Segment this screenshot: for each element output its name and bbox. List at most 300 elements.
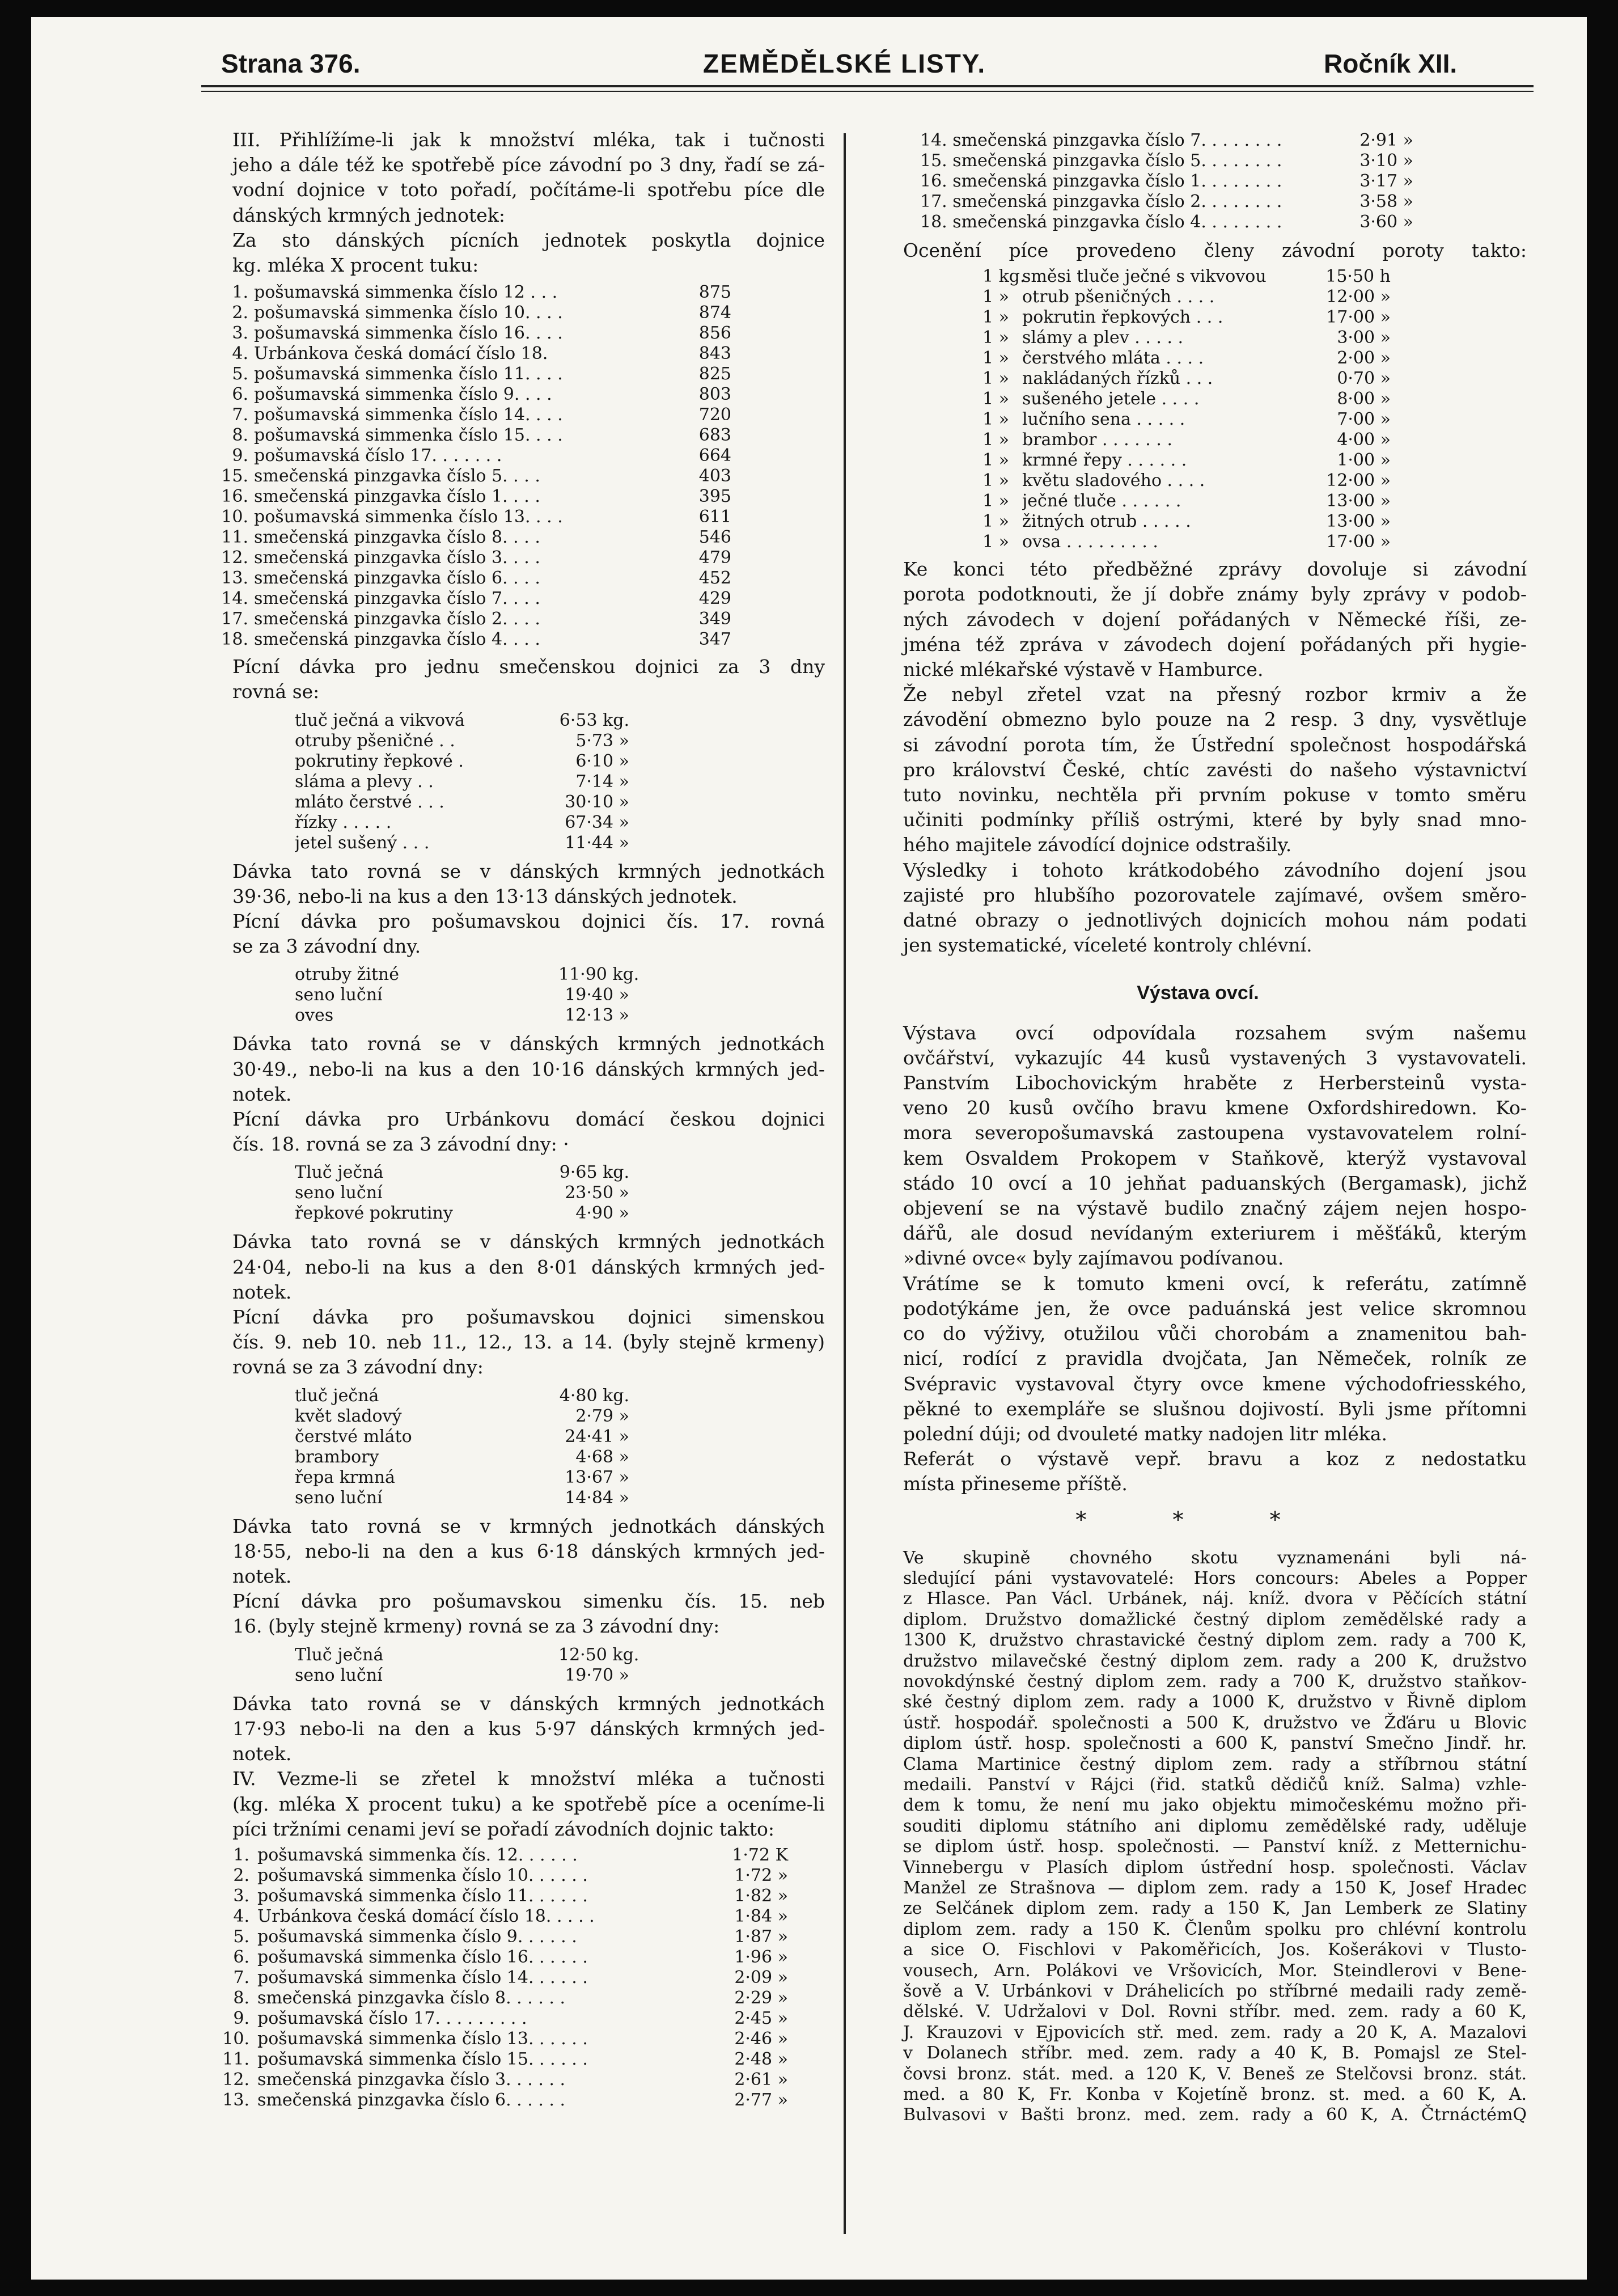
table-row: [295, 1183, 629, 1203]
text-line: III. Přihlížíme-li jak k množství mléka, tak i tučnosti: [232, 129, 825, 151]
text-line: Manžel ze Strašnova — diplom zem. rady a 150 K, Josef Hradec: [903, 1878, 1527, 1898]
table-row: [221, 1866, 788, 1886]
row-value: 1·87 »: [734, 1926, 788, 1947]
text-line: 16. (byly stejně krmeny) rovná se za 3 závodní dny:: [232, 1615, 720, 1638]
text-line: 24·04, nebo-li na kus a den 8·01 dánských krmných jed-: [232, 1255, 825, 1278]
text-line: Pícní dávka pro Urbánkovu domácí českou dojnici: [232, 1108, 825, 1131]
row-label: pošumavská simmenka číslo 9. . . . . .: [257, 1926, 577, 1947]
row-quantity: 1 »: [982, 511, 1009, 532]
table-row: [221, 527, 731, 548]
row-quantity: 1 »: [982, 307, 1009, 328]
row-label: tluč ječná a vikvová: [295, 710, 465, 730]
row-label: smečenská pinzgavka číslo 8. . . . . .: [257, 1988, 566, 2008]
feed-table-smecenska: [295, 711, 629, 853]
row-value: 12·00 »: [1326, 287, 1391, 307]
text-line: se za 3 závodní dny.: [232, 935, 421, 958]
paragraph-vysledky: [869, 858, 1527, 958]
table-row: [221, 487, 731, 507]
text-line: učiniti podmínky příliš ostrými, které by byly snad mno-: [903, 809, 1527, 831]
row-value: 843: [698, 344, 731, 364]
row-value: 19·70 »: [565, 1665, 629, 1685]
row-number: 4.: [233, 1906, 249, 1926]
row-number: 9.: [232, 446, 248, 466]
row-value: 14·84 »: [565, 1487, 629, 1508]
table-row: [221, 384, 731, 405]
table-row: [221, 609, 731, 629]
table-row: [295, 965, 639, 985]
row-label: otruby pšeničné . .: [295, 730, 455, 751]
table-row: [982, 430, 1391, 450]
table-row: [982, 471, 1391, 491]
right-column: [869, 130, 1527, 2126]
text-line: Dávka tato rovná se v dánských krmných jednotkách: [232, 1692, 825, 1715]
row-label: brambor . . . . . . .: [1022, 430, 1172, 450]
table-row: [920, 192, 1413, 212]
table-row: [221, 2090, 788, 2111]
price-table: [982, 267, 1391, 552]
row-label: pošumavská simmenka číslo 9. . . .: [254, 384, 552, 405]
row-value: 8·00 »: [1337, 389, 1391, 409]
row-value: 23·50 »: [565, 1183, 629, 1203]
table-row: [982, 328, 1391, 348]
row-number: 3.: [232, 323, 248, 344]
table-row: [982, 511, 1391, 532]
text-line: notek.: [232, 1280, 292, 1303]
paragraph-posumavska-17: [198, 909, 825, 959]
text-line: objevení se na výstavě budilo značný zájem nejen hospo-: [903, 1197, 1527, 1220]
text-line: Clama Martinice čestný diplom zem. rady a stříbrnou státní: [903, 1754, 1527, 1774]
feed-table-simenka-15: [295, 1644, 639, 1686]
row-value: 825: [698, 364, 731, 384]
row-label: seno luční: [295, 1665, 383, 1685]
row-label: pošumavská číslo 17. . . . . . .: [254, 446, 502, 466]
text-line: medaili. Panství v Rájci (řid. statků dědičů kníž. Salma) vzhle-: [903, 1774, 1527, 1795]
row-number: 5.: [233, 1926, 249, 1947]
table-row: [920, 151, 1413, 171]
row-value: 5·73 »: [575, 730, 629, 751]
text-line: notek.: [232, 1565, 292, 1588]
table-row: [295, 1644, 639, 1665]
row-label: pošumavská simmenka číslo 11. . . . . .: [257, 1885, 588, 1906]
text-line: 18·55, nebo-li na den a kus 6·18 dánských krmných jed-: [232, 1540, 825, 1562]
text-line: Ve skupině chovného skotu vyznamenáni byli ná-: [903, 1547, 1527, 1568]
header-rule: [201, 85, 1534, 87]
feed-table-simenska: [295, 1386, 629, 1508]
table-row: [221, 1927, 788, 1947]
row-label: pokrutin řepkových . . .: [1022, 307, 1223, 328]
text-line: sledující páni vystavovatelé: Hors concours: Abeles a Popper: [903, 1568, 1527, 1588]
text-line: (kg. mléka X procent tuku) a ke spotřebě píce a oceníme-li: [232, 1792, 825, 1815]
text-line: jeho a dále též ke spotřebě píce závodní po 3 dny, řadí se zá-: [232, 154, 825, 176]
row-number: 6.: [233, 1947, 249, 1967]
row-value: 3·58 »: [1359, 192, 1413, 212]
text-line: souditi diplomu státního ani diplomu zemědělské rady, uděluje: [903, 1816, 1527, 1836]
row-number: 2.: [232, 303, 248, 323]
row-label: smečenská pinzgavka číslo 5. . . .: [254, 466, 540, 487]
row-value: 1·82 »: [734, 1885, 788, 1906]
text-line: pěkné to exempláře se slušnou dojivostí. Byli jsme přítomni: [903, 1397, 1527, 1420]
row-value: 1·84 »: [734, 1906, 788, 1926]
row-value: 803: [698, 384, 731, 405]
row-value: 2·09 »: [734, 1967, 788, 1988]
text-line: Výsledky i tohoto krátkodobého závodního dojení jsou: [903, 859, 1527, 881]
text-line: novokdýnské čestný diplom zem. rady a 700 K, družstvo staňkov-: [903, 1671, 1527, 1692]
table-row: [221, 425, 731, 446]
text-line: Dávka tato rovná se v dánských krmných jednotkách: [232, 1033, 825, 1055]
row-value: 1·96 »: [734, 1947, 788, 1967]
row-label: pošumavská číslo 17. . . . . . . . .: [257, 2008, 527, 2028]
feed-table-urbankova: [295, 1162, 629, 1224]
text-line: čís. 18. rovná se za 3 závodní dny: ·: [232, 1133, 569, 1156]
row-label: čerstvého mláta . . . .: [1022, 348, 1204, 369]
table-row: [982, 307, 1391, 328]
row-value: 720: [698, 405, 731, 425]
row-number: 6.: [232, 384, 248, 405]
row-label: Urbánkova česká domácí číslo 18. . . . .: [257, 1906, 595, 1926]
row-value: 2·91 »: [1359, 130, 1413, 150]
text-line: Výstava ovcí odpovídala rozsahem svým našemu: [903, 1021, 1527, 1044]
row-label: ječné tluče . . . . . .: [1022, 491, 1181, 511]
row-value: 349: [698, 609, 731, 629]
row-value: 2·46 »: [734, 2028, 788, 2049]
row-value: 13·00 »: [1326, 511, 1391, 532]
row-label: smečenská pinzgavka číslo 8. . . .: [254, 527, 540, 548]
table-row: [295, 1005, 629, 1026]
text-line: diplom ústř. hosp. společnosti a 600 K, panství Smečno Jindř. hr.: [903, 1733, 1527, 1754]
table-row: [221, 1988, 788, 2009]
row-label: čerstvé mláto: [295, 1426, 412, 1447]
text-line: veno 20 kusů ovčího bravu kmene Oxfordshiredown. Ko-: [903, 1097, 1527, 1119]
table-row: [982, 348, 1391, 369]
table-row: [221, 2009, 788, 2029]
row-label: 14. smečenská pinzgavka číslo 7. . . . . . . .: [920, 130, 1282, 150]
ranking-table-cost: [221, 1845, 788, 2111]
row-label: seno luční: [295, 1183, 383, 1203]
row-value: 17·00 »: [1326, 532, 1391, 552]
paragraph-danske-jednotky: [198, 228, 825, 278]
left-column: [198, 128, 825, 2114]
table-row: [221, 323, 731, 344]
row-value: 2·77 »: [734, 2090, 788, 2110]
row-value: 546: [698, 527, 731, 548]
row-label: 17. smečenská pinzgavka číslo 2. . . . . . . .: [920, 192, 1282, 212]
row-label: Tluč ječná: [295, 1162, 384, 1183]
text-line: píci tržními cenami jeví se pořadí závodních dojnic takto:: [232, 1817, 774, 1840]
text-line: Pícní dávka pro pošumavskou dojnici čís. 17. rovná: [232, 910, 825, 933]
text-line: dem k tomu, že není mu jako objektu mimočeskému možno při-: [903, 1795, 1527, 1816]
row-value: 611: [698, 507, 731, 527]
text-line: Dávka tato rovná se v dánských krmných jednotkách: [232, 860, 825, 882]
row-label: smečenská pinzgavka číslo 6. . . . . .: [257, 2090, 566, 2110]
table-row: [295, 711, 629, 731]
text-line: dělské. V. Udržalovi v Dol. Rovni stříbr. med. zem. rady a 60 K,: [903, 2002, 1527, 2022]
table-row: [295, 1162, 629, 1183]
text-line: med. a 80 K, Fr. Konba v Kojetíně bronz. st. med. a 60 K, A.: [903, 2084, 1527, 2105]
row-label: řízky . . . . .: [295, 812, 392, 832]
section-title: Výstava ovcí.: [1137, 982, 1259, 1004]
row-label: smečenská pinzgavka číslo 4. . . .: [254, 629, 540, 650]
row-label: smečenská pinzgavka číslo 1. . . .: [254, 487, 540, 507]
table-row: [295, 731, 629, 751]
paragraph-ke-konci: [869, 557, 1527, 682]
row-value: 0·70 »: [1337, 369, 1391, 389]
row-number: 13.: [221, 568, 248, 589]
table-row: [295, 813, 629, 833]
text-line: IV. Vezme-li se zřetel k množství mléka a tučnosti: [232, 1768, 825, 1790]
table-row: [982, 267, 1391, 287]
table-row: [221, 568, 731, 589]
row-label: smečenská pinzgavka číslo 3. . . . . .: [257, 2069, 566, 2090]
text-line: Referát o výstavě vepř. bravu a koz z nedostatku: [903, 1448, 1527, 1470]
row-value: 2·00 »: [1337, 348, 1391, 369]
row-value: 12·13 »: [565, 1005, 629, 1026]
table-row: [982, 287, 1391, 307]
row-label: smečenská pinzgavka číslo 7. . . .: [254, 589, 540, 609]
text-line: z Hlasce. Pan Václ. Urbánek, náj. kníž. dvora v Pěčících státní: [903, 1589, 1527, 1609]
text-line: čís. 9. neb 10. neb 11., 12., 13. a 14. (byly stejně krmeny): [232, 1331, 825, 1354]
table-row: [221, 282, 731, 303]
row-label: sláma a plevy . .: [295, 771, 434, 792]
row-label: pošumavská simmenka číslo 15. . . .: [254, 425, 563, 446]
text-line: Za sto dánských pícních jednotek poskytla dojnice: [232, 229, 825, 251]
text-line: ovčářství, vykazujíc 44 kusů vystavených 3 vystavovateli.: [903, 1046, 1527, 1069]
table-row: [221, 303, 731, 323]
text-line: závodění obmezno bylo pouze na 2 resp. 3 dny, vysvětluje: [903, 708, 1527, 731]
text-line: mora severopošumavská zastoupena vystavovatelem rolní-: [903, 1122, 1527, 1144]
text-line: Že nebyl zřetel vzat na přesný rozbor krmiv a že: [903, 683, 1527, 706]
row-label: pošumavská simmenka číslo 10. . . . . .: [257, 1865, 588, 1885]
text-line: 30·49., nebo-li na kus a den 10·16 dánských krmných jed-: [232, 1058, 825, 1080]
row-number: 13.: [222, 2090, 249, 2110]
text-line: družstvo milavečské čestný diplom zem. rady a 200 K, družstvo: [903, 1651, 1527, 1671]
table-row: [920, 130, 1413, 151]
row-number: 9.: [233, 2008, 249, 2028]
row-value: 875: [698, 282, 731, 303]
paragraph-referat: [869, 1447, 1527, 1496]
paragraph-davka-1: [198, 859, 825, 909]
row-number: 1.: [233, 1845, 249, 1865]
table-row: [221, 446, 731, 466]
row-value: 1·72 »: [734, 1865, 788, 1885]
row-number: 5.: [232, 364, 248, 384]
table-row: [295, 1447, 629, 1468]
row-label: pošumavská simmenka číslo 11. . . .: [254, 364, 563, 384]
paragraph-oceneni: [869, 238, 1527, 263]
row-label: pokrutiny řepkové .: [295, 751, 464, 771]
row-label: mláto čerstvé . . .: [295, 792, 444, 812]
row-value: 479: [698, 548, 731, 568]
row-label: seno luční: [295, 1487, 383, 1508]
row-label: žitných otrub . . . . .: [1022, 511, 1191, 532]
row-number: 12.: [221, 548, 248, 568]
table-row: [221, 507, 731, 527]
table-row: [295, 985, 629, 1005]
text-line: nické mlékařské výstavě v Hamburce.: [903, 658, 1264, 681]
row-label: 18. smečenská pinzgavka číslo 4. . . . . . . .: [920, 212, 1282, 232]
row-value: 4·80 kg.: [559, 1385, 629, 1406]
row-number: 8.: [232, 425, 248, 446]
paragraph-davka-2: [198, 1031, 825, 1107]
row-label: pošumavská simmenka číslo 15. . . . . .: [257, 2049, 588, 2069]
text-line: diplom zem. rady a 150 K. Členům spolku pro chlévní kontrolu: [903, 1919, 1527, 1939]
row-quantity: 1 »: [982, 389, 1009, 409]
row-value: 24·41 »: [565, 1426, 629, 1447]
text-line: notek.: [232, 1743, 292, 1765]
row-number: 16.: [221, 487, 248, 507]
row-value: 429: [698, 589, 731, 609]
table-row: [982, 532, 1391, 552]
table-row: [982, 409, 1391, 430]
row-label: řepa krmná: [295, 1467, 395, 1487]
row-label: pošumavská simmenka číslo 14. . . . . .: [257, 1967, 588, 1988]
row-value: 856: [698, 323, 731, 344]
table-row: [221, 1845, 788, 1866]
row-quantity: 1 »: [982, 471, 1009, 491]
row-label: otruby žitné: [295, 965, 399, 985]
table-row: [295, 772, 629, 792]
row-value: 67·34 »: [565, 812, 629, 832]
row-label: pošumavská simmenka číslo 16. . . .: [254, 323, 563, 344]
row-label: seno luční: [295, 985, 383, 1005]
paragraph-davka-4: [198, 1514, 825, 1589]
paragraph-davka-5: [198, 1692, 825, 1767]
text-line: Panstvím Libochovickým hraběte z Herbersteinů vysta-: [903, 1072, 1527, 1094]
text-line: porota podotknouti, že jí dobře známy byly zprávy v podob-: [903, 583, 1527, 606]
row-label: nakládaných řízků . . .: [1022, 369, 1213, 389]
row-number: 10.: [222, 2028, 249, 2049]
table-row: [295, 1665, 629, 1686]
text-line: místa přineseme příště.: [903, 1473, 1128, 1495]
text-line: hého majitele závodící dojnice odstrašily.: [903, 834, 1292, 856]
paragraph-smecenska-davka: [198, 654, 825, 704]
table-row: [221, 344, 731, 364]
row-number: 17.: [221, 609, 248, 629]
text-line: Vrátíme se k tomuto kmeni ovcí, k referátu, zatímně: [903, 1272, 1527, 1295]
text-line: si závodní porota tím, že Ústřední společnost hospodářská: [903, 733, 1527, 756]
table-row: [221, 405, 731, 425]
text-line: Ocenění píce provedeno členy závodní poroty takto:: [903, 239, 1527, 261]
text-line: Dávka tato rovná se v dánských krmných jednotkách: [232, 1231, 825, 1253]
row-label: 16. smečenská pinzgavka číslo 1. . . . . . . .: [920, 171, 1282, 191]
volume-number: Ročník XII.: [1324, 49, 1458, 78]
row-label: Urbánkova česká domácí číslo 18.: [254, 344, 548, 364]
text-line: nicí, rodící z pravidla dvojčata, Jan Němeček, rolník ze: [903, 1347, 1527, 1370]
text-line: Ke konci této předběžné zprávy dovoluje si závodní: [903, 558, 1527, 581]
text-line: rovná se:: [232, 680, 320, 703]
paragraph-vystava-ovci: [869, 1021, 1527, 1271]
text-line: ných závodech v dojení pořádaných v Německé říši, ze-: [903, 608, 1527, 631]
ranking-table-cost-continued: [920, 130, 1413, 232]
section-divider-asterisks: * * *: [1075, 1507, 1320, 1532]
text-line: Pícní dávka pro jednu smečenskou dojnici za 3 dny: [232, 656, 825, 678]
paragraph-davka-3: [198, 1229, 825, 1305]
table-row: [295, 1427, 629, 1447]
row-value: 3·17 »: [1359, 171, 1413, 191]
table-row: [920, 171, 1413, 192]
table-row: [295, 1488, 629, 1508]
text-line: šově a V. Urbánkovi v Dráhelicích po stříbrné medaili rady země-: [903, 1981, 1527, 2002]
row-label: jetel sušený . . .: [295, 832, 430, 853]
text-line: podotýkáme jen, že ovce paduánská jest velice skromnou: [903, 1297, 1527, 1320]
row-number: 1.: [232, 282, 248, 303]
paragraph-III: [198, 128, 825, 228]
row-value: 2·45 »: [734, 2008, 788, 2028]
text-line: Pícní dávka pro pošumavskou simenku čís. 15. neb: [232, 1590, 825, 1613]
paragraph-vyznamenani: [869, 1548, 1527, 2126]
text-line: rovná se za 3 závodní dny:: [232, 1356, 484, 1379]
row-value: 12·00 »: [1326, 471, 1391, 491]
text-line: Vinnebergu v Plasích diplom ústřední hosp. společnosti. Václav: [903, 1857, 1527, 1878]
row-value: 9·65 kg.: [559, 1162, 629, 1183]
row-quantity: 1 »: [982, 450, 1009, 471]
row-quantity: 1 »: [982, 328, 1009, 348]
column-separator: [844, 133, 846, 2234]
table-row: [221, 629, 731, 650]
row-value: 12·50 kg.: [558, 1644, 639, 1665]
row-label: pošumavská simmenka číslo 12 . . .: [254, 282, 558, 303]
row-label: brambory: [295, 1447, 379, 1467]
row-number: 15.: [221, 466, 248, 487]
paragraph-simenska: [198, 1305, 825, 1380]
row-number: 18.: [221, 629, 248, 650]
journal-title: ZEMĚDĚLSKÉ LISTY.: [703, 49, 986, 78]
row-label: otrub pšeničných . . . .: [1022, 287, 1215, 307]
table-row: [221, 1906, 788, 1927]
text-line: Bulvasovi v Bašti bronz. med. zem. rady a 60 K, A. ČtrnáctémQ: [903, 2105, 1527, 2125]
text-line: kem Osvaldem Prokopem v Staňkově, kterýž vystavoval: [903, 1147, 1527, 1169]
row-value: 6·53 kg.: [559, 710, 629, 730]
row-value: 15·50 h: [1325, 267, 1391, 287]
row-value: 6·10 »: [575, 751, 629, 771]
row-number: 4.: [232, 344, 248, 364]
row-value: 11·90 kg.: [558, 965, 639, 985]
text-line: jen systematické, víceleté kontroly chlévní.: [903, 934, 1312, 957]
text-line: vousech, Arn. Polákovi ve Vršovicích, Mor. Steindlerovi v Bene-: [903, 1960, 1527, 1981]
row-label: oves: [295, 1005, 334, 1026]
row-label: květu sladového . . . .: [1022, 471, 1205, 491]
row-label: smečenská pinzgavka číslo 2. . . .: [254, 609, 540, 629]
table-row: [920, 212, 1413, 232]
table-row: [295, 1203, 629, 1224]
row-quantity: 1 »: [982, 348, 1009, 369]
paragraph-vratime-se: [869, 1271, 1527, 1447]
row-label: řepkové pokrutiny: [295, 1203, 453, 1224]
row-value: 347: [698, 629, 731, 650]
row-value: 1·72 K: [732, 1845, 788, 1865]
row-value: 19·40 »: [565, 985, 629, 1005]
row-value: 2·29 »: [734, 1988, 788, 2008]
row-value: 3·00 »: [1337, 328, 1391, 348]
paragraph-urbankova: [198, 1107, 825, 1157]
text-line: ústř. hospodář. společnosti a 500 K, družstvo ve Žďáru u Blovic: [903, 1713, 1527, 1733]
paragraph-IV: [198, 1766, 825, 1842]
row-label: pošumavská simmenka číslo 13. . . . . .: [257, 2028, 588, 2049]
row-value: 3·10 »: [1359, 151, 1413, 171]
row-label: lučního sena . . . . .: [1022, 409, 1185, 430]
text-line: Dávka tato rovná se v krmných jednotkách dánských: [232, 1515, 825, 1537]
text-line: a sice O. Fischlovi v Pakoměřicích, Jos. Košerákovi v Tlusto-: [903, 1940, 1527, 1960]
row-quantity: 1 »: [982, 369, 1009, 389]
text-line: kg. mléka X procent tuku:: [232, 254, 479, 277]
row-value: 13·00 »: [1326, 491, 1391, 511]
row-value: 874: [698, 303, 731, 323]
row-label: pošumavská simmenka číslo 10. . . .: [254, 303, 563, 323]
row-number: 2.: [233, 1865, 249, 1885]
page-number: Strana 376.: [221, 49, 361, 78]
row-label: ovsa . . . . . . . . .: [1022, 532, 1158, 552]
text-line: 1300 K, družstvo chrastavické čestný diplom zem. rady a 700 K,: [903, 1630, 1527, 1651]
table-row: [221, 2049, 788, 2070]
